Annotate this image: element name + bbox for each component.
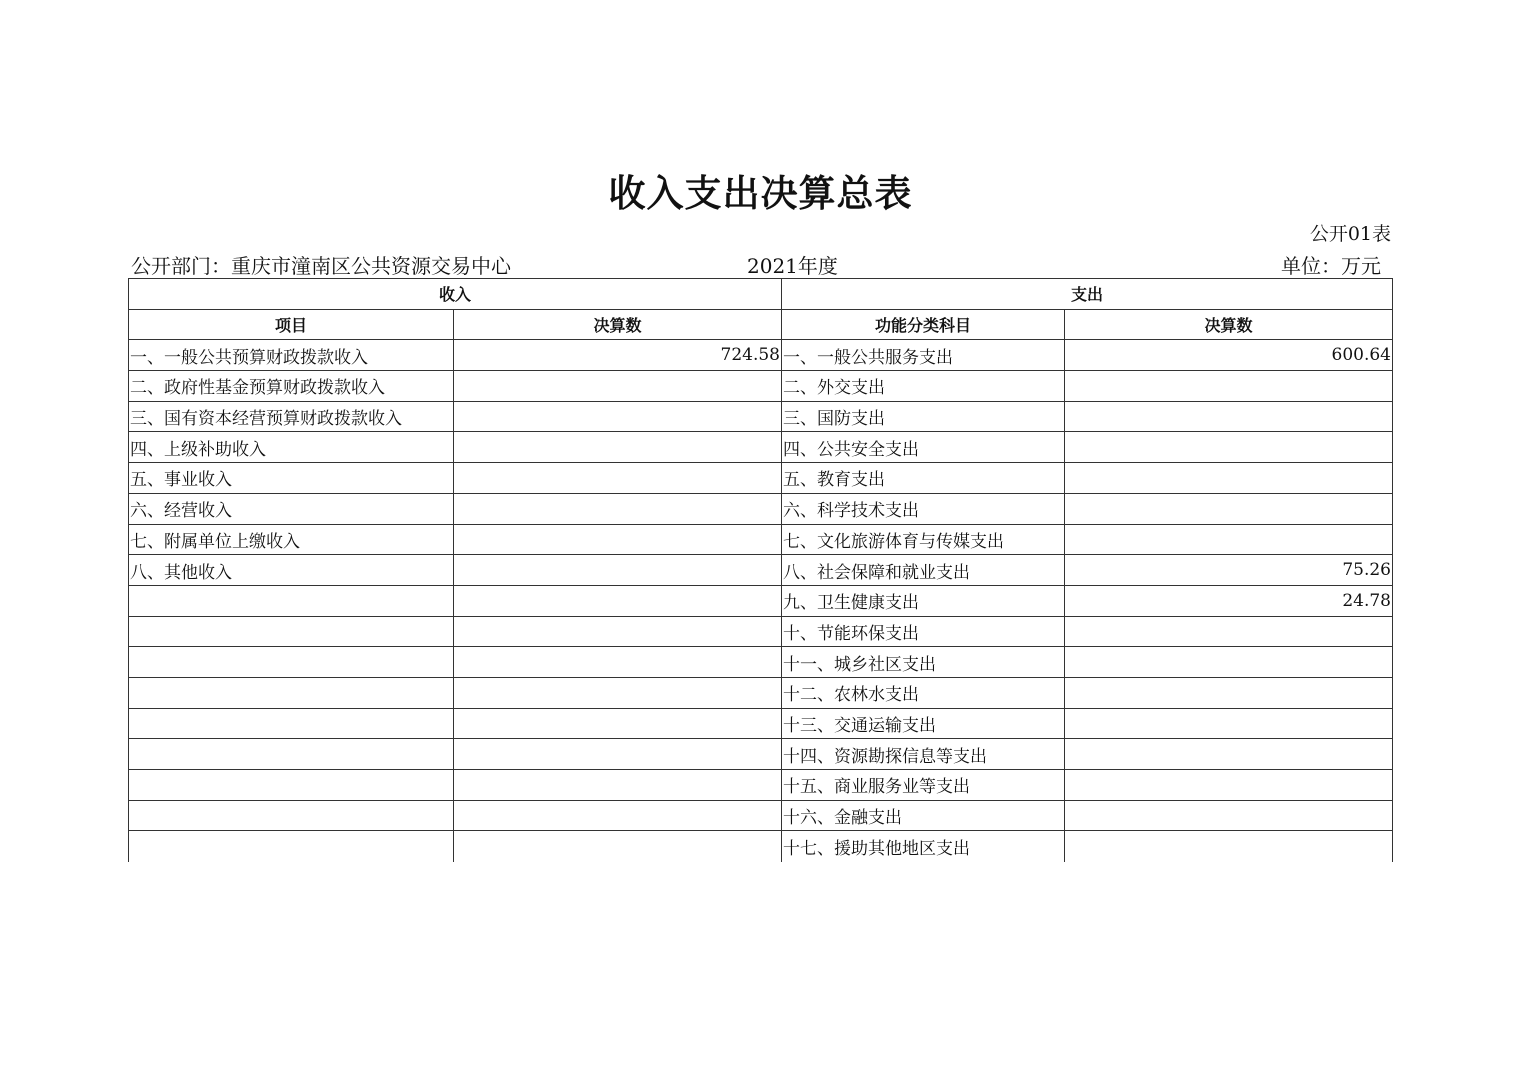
- income-amount-cell: [454, 371, 782, 402]
- income-item-cell: 六、经营收入: [129, 493, 454, 524]
- income-item-cell: 二、政府性基金预算财政拨款收入: [129, 371, 454, 402]
- expense-amount-cell: [1065, 493, 1393, 524]
- income-amount-cell: [454, 770, 782, 801]
- table-row: [129, 555, 1393, 586]
- expense-item-cell: 十五、商业服务业等支出: [782, 770, 1065, 801]
- page-title: 收入支出决算总表: [608, 172, 913, 215]
- column-header-row: [129, 309, 1393, 340]
- income-item-cell: 一、一般公共预算财政拨款收入: [129, 340, 454, 371]
- income-header: 收入: [129, 279, 782, 310]
- income-expense-table: [128, 278, 1393, 862]
- section-header-row: [129, 279, 1393, 310]
- expense-item-cell: 十、节能环保支出: [782, 616, 1065, 647]
- expense-amount-cell: [1065, 647, 1393, 678]
- income-item-cell: 八、其他收入: [129, 555, 454, 586]
- table-row: [129, 800, 1393, 831]
- expense-amount-cell: [1065, 708, 1393, 739]
- expense-amount-cell: [1065, 677, 1393, 708]
- expense-item-cell: 十二、农林水支出: [782, 677, 1065, 708]
- table-row: [129, 708, 1393, 739]
- col-income-amount-header: 决算数: [454, 309, 782, 340]
- expense-amount-cell: [1065, 524, 1393, 555]
- income-item-cell: 三、国有资本经营预算财政拨款收入: [129, 401, 454, 432]
- expense-amount-cell: [1065, 401, 1393, 432]
- income-amount-cell: [454, 647, 782, 678]
- expense-item-cell: 十一、城乡社区支出: [782, 647, 1065, 678]
- expense-item-cell: 九、卫生健康支出: [782, 585, 1065, 616]
- income-item-cell: [129, 677, 454, 708]
- income-amount-cell: [454, 616, 782, 647]
- income-amount-cell: [454, 432, 782, 463]
- table-row: [129, 371, 1393, 402]
- income-item-cell: 七、附属单位上缴收入: [129, 524, 454, 555]
- income-amount-cell: [454, 831, 782, 862]
- table-row: [129, 831, 1393, 862]
- expense-item-cell: 五、教育支出: [782, 463, 1065, 494]
- col-item-header: 项目: [129, 309, 454, 340]
- expense-item-cell: 四、公共安全支出: [782, 432, 1065, 463]
- table-row: [129, 493, 1393, 524]
- income-amount-cell: 724.58: [454, 340, 782, 371]
- income-amount-cell: [454, 677, 782, 708]
- expense-item-cell: 十四、资源勘探信息等支出: [782, 739, 1065, 770]
- expense-item-cell: 三、国防支出: [782, 401, 1065, 432]
- expense-item-cell: 十六、金融支出: [782, 800, 1065, 831]
- table-row: [129, 340, 1393, 371]
- expense-amount-cell: [1065, 463, 1393, 494]
- expense-item-cell: 二、外交支出: [782, 371, 1065, 402]
- table-row: [129, 677, 1393, 708]
- table-row: [129, 401, 1393, 432]
- expense-item-cell: 六、科学技术支出: [782, 493, 1065, 524]
- table-row: [129, 463, 1393, 494]
- income-item-cell: [129, 708, 454, 739]
- income-item-cell: [129, 647, 454, 678]
- unit-label: 单位：万元: [1281, 254, 1381, 278]
- income-item-cell: [129, 585, 454, 616]
- table-row: [129, 524, 1393, 555]
- expense-amount-cell: 75.26: [1065, 555, 1393, 586]
- expense-amount-cell: [1065, 371, 1393, 402]
- income-item-cell: 五、事业收入: [129, 463, 454, 494]
- table-row: [129, 616, 1393, 647]
- expense-amount-cell: 600.64: [1065, 340, 1393, 371]
- income-amount-cell: [454, 585, 782, 616]
- income-item-cell: [129, 616, 454, 647]
- fiscal-year: 2021年度: [747, 254, 838, 278]
- table-row: [129, 739, 1393, 770]
- expense-amount-cell: 24.78: [1065, 585, 1393, 616]
- expense-item-cell: 七、文化旅游体育与传媒支出: [782, 524, 1065, 555]
- department-label: 公开部门：重庆市潼南区公共资源交易中心: [131, 254, 511, 278]
- col-expense-amount-header: 决算数: [1065, 309, 1393, 340]
- form-number: 公开01表: [1309, 223, 1391, 245]
- table-row: [129, 585, 1393, 616]
- income-item-cell: [129, 800, 454, 831]
- table-row: [129, 432, 1393, 463]
- expense-item-cell: 一、一般公共服务支出: [782, 340, 1065, 371]
- income-amount-cell: [454, 708, 782, 739]
- income-amount-cell: [454, 800, 782, 831]
- expense-amount-cell: [1065, 616, 1393, 647]
- expense-amount-cell: [1065, 831, 1393, 862]
- expense-amount-cell: [1065, 800, 1393, 831]
- income-item-cell: [129, 831, 454, 862]
- income-amount-cell: [454, 401, 782, 432]
- income-amount-cell: [454, 555, 782, 586]
- expense-item-cell: 十三、交通运输支出: [782, 708, 1065, 739]
- income-amount-cell: [454, 493, 782, 524]
- expense-amount-cell: [1065, 739, 1393, 770]
- income-item-cell: [129, 739, 454, 770]
- expense-item-cell: 十七、援助其他地区支出: [782, 831, 1065, 862]
- col-function-header: 功能分类科目: [782, 309, 1065, 340]
- table-row: [129, 647, 1393, 678]
- expense-item-cell: 八、社会保障和就业支出: [782, 555, 1065, 586]
- income-amount-cell: [454, 524, 782, 555]
- expense-header: 支出: [782, 279, 1393, 310]
- income-item-cell: [129, 770, 454, 801]
- table-row: [129, 770, 1393, 801]
- expense-amount-cell: [1065, 770, 1393, 801]
- income-item-cell: 四、上级补助收入: [129, 432, 454, 463]
- income-amount-cell: [454, 739, 782, 770]
- income-amount-cell: [454, 463, 782, 494]
- expense-amount-cell: [1065, 432, 1393, 463]
